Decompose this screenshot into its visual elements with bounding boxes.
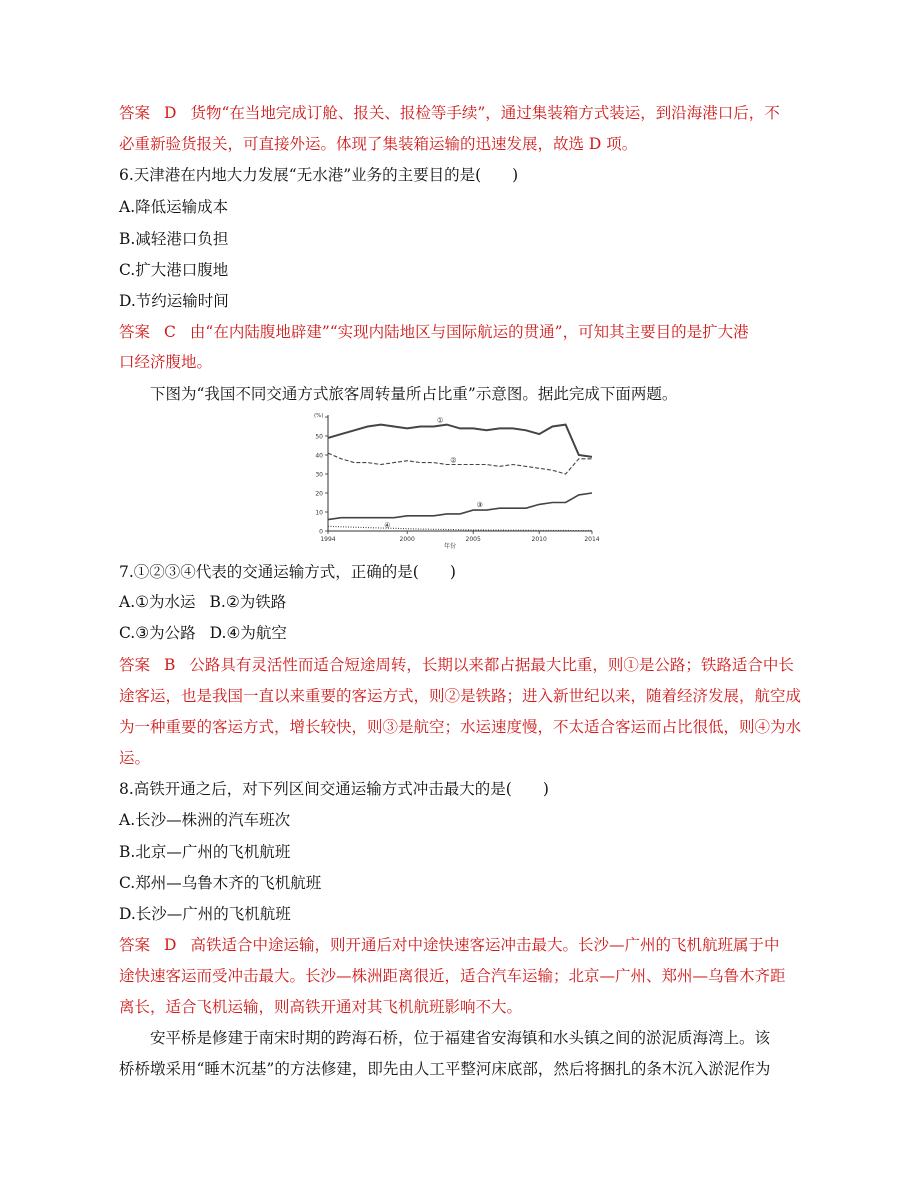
- passenger-share-chart: [300, 409, 610, 551]
- y-tick-label: 40: [315, 452, 323, 460]
- x-tick-label: 2014: [584, 536, 600, 543]
- q7-option-c: C.③为公路: [119, 624, 196, 642]
- answer-5-line-2: 必重新验货报关，可直接外运。体现了集装箱运输的迅速发展，故选 D 项。: [119, 135, 638, 153]
- passage-line-2: 桥桥墩采用“睡木沉基”的方法修建，即先由人工平整河床底部，然后将捆扎的条木沉入淤泥作为: [119, 1060, 771, 1078]
- series-line-3: [328, 493, 592, 520]
- chart-ticks: [314, 413, 600, 550]
- answer-letter: D: [164, 104, 177, 122]
- series-line-1: [328, 425, 592, 457]
- q6-option-a: A.降低运输成本: [119, 198, 229, 216]
- y-axis-label: (%): [314, 413, 324, 419]
- passage-line-1: 安平桥是修建于南宋时期的跨海石桥，位于福建省安海镇和水头镇之间的淤泥质海湾上。该: [150, 1029, 771, 1047]
- q6-option-b: B.减轻港口负担: [119, 230, 229, 248]
- q8-option-d: D.长沙—广州的飞机航班: [119, 905, 291, 923]
- answer-text: 高铁适合中途运输，则开通后对中途快速客运冲击最大。长沙—广州的飞机航班属于中: [190, 936, 780, 954]
- x-tick-label: 2000: [399, 536, 415, 543]
- answer-7-line-3: 为一种重要的客运方式，增长较快，则③是航空；水运速度慢，不太适合客运而占比很低，则④为水: [119, 718, 802, 736]
- y-tick-label: 10: [315, 509, 323, 517]
- y-tick-label: 0: [319, 528, 323, 536]
- q7-option-b: B.②为铁路: [209, 593, 287, 611]
- question-7-stem: 7.①②③④代表的交通运输方式，正确的是( ): [119, 563, 456, 581]
- y-tick-label: 50: [315, 433, 323, 441]
- series-label-4: ④: [384, 521, 391, 530]
- q7-options-cd: [119, 623, 287, 643]
- chart-series-labels: [384, 417, 483, 530]
- answer-8-line-3: 离长，适合飞机运输，则高铁开通对其飞机航班影响不大。: [119, 998, 523, 1016]
- series-label-3: ③: [476, 501, 483, 510]
- answer-letter: B: [164, 656, 176, 674]
- chart-intro: 下图为“我国不同交通方式旅客周转量所占比重”示意图。据此完成下面两题。: [150, 385, 678, 403]
- answer-label: 答案: [119, 104, 151, 122]
- q8-option-c: C.郑州—乌鲁木齐的飞机航班: [119, 874, 322, 892]
- answer-text: 货物“在当地完成订舱、报关、报检等手续”，通过集装箱方式装运，到沿海港口后，不: [190, 104, 780, 122]
- answer-text: 公路具有灵活性而适合短途周转，长期以来都占据最大比重，则①是公路；铁路适合中长: [189, 656, 794, 674]
- q7-option-a: A.①为水运: [119, 593, 196, 611]
- q7-option-d: D.④为航空: [209, 624, 287, 642]
- answer-text: 由“在内陆腹地辟建”“实现内陆地区与国际航运的贯通”，可知其主要目的是扩大港: [189, 323, 749, 341]
- answer-6-line-2: 口经济腹地。: [119, 353, 213, 371]
- x-tick-label: 1994: [320, 536, 336, 543]
- series-line-2: [328, 453, 592, 474]
- q6-option-d: D.节约运输时间: [119, 292, 229, 310]
- series-label-2: ②: [450, 456, 457, 465]
- q8-option-b: B.北京—广州的飞机航班: [119, 843, 291, 861]
- answer-label: 答案: [119, 936, 151, 954]
- answer-7-line-4: 运。: [119, 749, 151, 767]
- answer-letter: C: [164, 323, 176, 341]
- answer-8-line-1: [119, 935, 779, 955]
- answer-5-line-1: [119, 103, 780, 123]
- x-axis-label: 年份: [443, 543, 457, 550]
- answer-8-line-2: 途快速客运而受冲击最大。长沙—株洲距离很近，适合汽车运输；北京—广州、郑州—乌鲁木齐距: [119, 967, 786, 985]
- answer-label: 答案: [119, 323, 151, 341]
- chart-series: [328, 425, 592, 531]
- question-8-stem: 8.高铁开通之后，对下列区间交通运输方式冲击最大的是( ): [119, 780, 549, 798]
- answer-label: 答案: [119, 656, 151, 674]
- answer-7-line-2: 途客运，也是我国一直以来重要的客运方式，则②是铁路；进入新世纪以来，随着经济发展，航空成: [119, 687, 802, 705]
- y-tick-label: 30: [315, 471, 323, 479]
- answer-7-line-1: [119, 655, 794, 675]
- x-tick-label: 2010: [531, 536, 547, 543]
- x-tick-label: 2005: [465, 536, 481, 543]
- y-tick-label: 20: [315, 490, 323, 498]
- q8-option-a: A.长沙—株洲的汽车班次: [119, 811, 291, 829]
- series-label-1: ①: [437, 416, 444, 425]
- answer-6-line-1: [119, 322, 749, 342]
- q6-option-c: C.扩大港口腹地: [119, 261, 229, 279]
- question-6-stem: 6.天津港在内地大力发展“无水港”业务的主要目的是( ): [119, 166, 519, 184]
- q7-options-ab: [119, 592, 286, 612]
- series-line-4: [328, 526, 592, 530]
- answer-letter: D: [164, 936, 177, 954]
